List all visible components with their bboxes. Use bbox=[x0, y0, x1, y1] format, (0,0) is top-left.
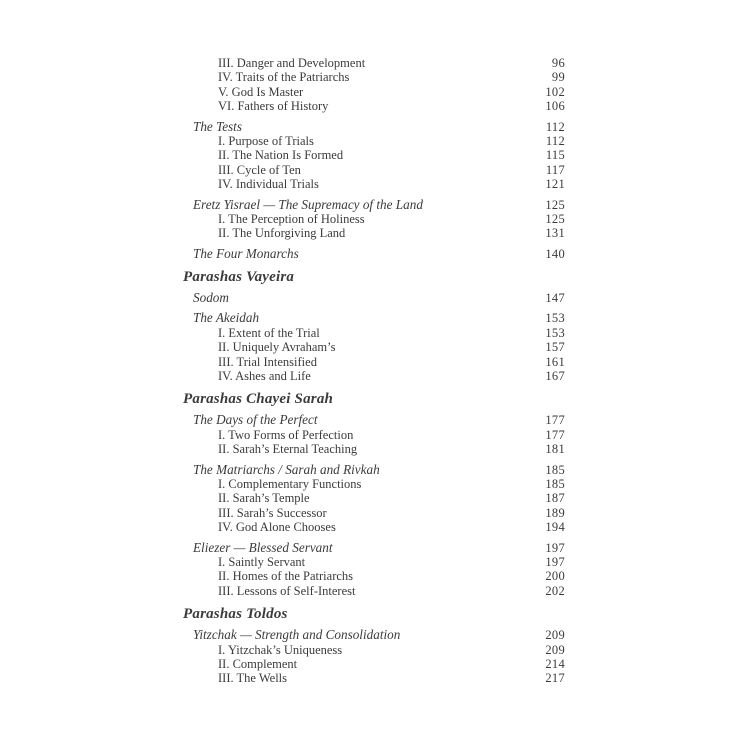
entry-label: IV. God Alone Chooses bbox=[218, 520, 336, 535]
toc-entry-subitem bbox=[183, 355, 565, 369]
toc-entry-subitem bbox=[183, 326, 565, 340]
entry-page-number: 185 bbox=[545, 462, 565, 477]
toc-entry-subitem bbox=[183, 569, 565, 583]
toc-entry-section bbox=[183, 198, 565, 212]
entry-label: Parashas Chayei Sarah bbox=[183, 391, 334, 408]
entry-label: IV. Individual Trials bbox=[218, 177, 319, 192]
toc-entry-section bbox=[183, 311, 565, 325]
entry-label: III. Lessons of Self-Interest bbox=[218, 583, 356, 598]
entry-label: Parashas Toldos bbox=[183, 606, 288, 623]
toc-entry-subitem bbox=[183, 584, 565, 598]
entry-label: The Four Monarchs bbox=[193, 245, 299, 261]
toc-entry-chapter bbox=[183, 391, 565, 407]
toc-entry-section bbox=[183, 120, 565, 134]
toc-entry-subitem bbox=[183, 657, 565, 671]
entry-label: The Days of the Perfect bbox=[193, 412, 318, 428]
entry-page-number: 117 bbox=[545, 162, 565, 177]
entry-page-number: 197 bbox=[545, 554, 565, 569]
toc-entry-subitem bbox=[183, 506, 565, 520]
entry-page-number: 187 bbox=[545, 491, 565, 506]
entry-label: I. Extent of the Trial bbox=[218, 325, 320, 340]
toc-entry-subitem bbox=[183, 369, 565, 383]
entry-page-number: 161 bbox=[545, 354, 565, 369]
toc-entry-subitem bbox=[183, 491, 565, 505]
entry-label: IV. Traits of the Patriarchs bbox=[218, 70, 350, 85]
toc-list bbox=[183, 56, 565, 686]
entry-page-number: 112 bbox=[545, 133, 565, 148]
entry-label: Yitzchak — Strength and Consolidation bbox=[193, 627, 401, 643]
toc-entry-section bbox=[183, 463, 565, 477]
toc-entry-subitem bbox=[183, 643, 565, 657]
entry-page-number: 131 bbox=[545, 226, 565, 241]
entry-label: III. Cycle of Ten bbox=[218, 162, 301, 177]
entry-label: VI. Fathers of History bbox=[218, 99, 329, 114]
entry-page-number: 153 bbox=[545, 311, 565, 326]
entry-label: I. Yitzchak’s Uniqueness bbox=[218, 642, 343, 657]
entry-label: I. Complementary Functions bbox=[218, 476, 362, 491]
toc-entry-subitem bbox=[183, 226, 565, 240]
entry-page-number: 209 bbox=[545, 628, 565, 643]
toc-entry-section bbox=[183, 291, 565, 305]
toc-entry-section bbox=[183, 413, 565, 427]
entry-label: Sodom bbox=[193, 290, 229, 306]
entry-label: III. Sarah’s Successor bbox=[218, 505, 327, 520]
entry-page-number: 194 bbox=[545, 520, 565, 535]
entry-page-number: 96 bbox=[551, 56, 565, 70]
entry-page-number: 167 bbox=[545, 369, 565, 384]
entry-page-number: 157 bbox=[545, 340, 565, 355]
entry-page-number: 99 bbox=[551, 70, 565, 85]
entry-page-number: 147 bbox=[545, 291, 565, 306]
entry-page-number: 140 bbox=[545, 246, 565, 261]
toc-entry-section bbox=[183, 541, 565, 555]
entry-page-number: 125 bbox=[545, 197, 565, 212]
entry-page-number: 112 bbox=[545, 119, 565, 134]
toc-entry-section bbox=[183, 247, 565, 261]
toc-entry-subitem bbox=[183, 442, 565, 456]
toc-entry-subitem bbox=[183, 148, 565, 162]
entry-label: II. Complement bbox=[218, 656, 298, 671]
entry-page-number: 181 bbox=[545, 442, 565, 457]
entry-page-number: 106 bbox=[545, 99, 565, 114]
entry-label: II. Homes of the Patriarchs bbox=[218, 569, 354, 584]
entry-page-number: 121 bbox=[545, 177, 565, 192]
entry-page-number: 185 bbox=[545, 476, 565, 491]
entry-page-number: 189 bbox=[545, 505, 565, 520]
entry-label: I. The Perception of Holiness bbox=[218, 211, 365, 226]
entry-label: III. Danger and Development bbox=[218, 56, 366, 70]
toc-entry-section bbox=[183, 628, 565, 642]
entry-page-number: 153 bbox=[545, 325, 565, 340]
entry-label: Parashas Vayeira bbox=[183, 269, 295, 286]
toc-entry-subitem bbox=[183, 340, 565, 354]
entry-page-number: 209 bbox=[545, 642, 565, 657]
entry-page-number: 202 bbox=[545, 583, 565, 598]
entry-label: II. Sarah’s Temple bbox=[218, 491, 310, 506]
entry-page-number: 177 bbox=[545, 413, 565, 428]
entry-page-number: 214 bbox=[545, 656, 565, 671]
entry-label: II. The Nation Is Formed bbox=[218, 148, 344, 163]
entry-label: The Tests bbox=[193, 118, 242, 134]
toc-entry-subitem bbox=[183, 56, 565, 70]
toc-entry-chapter bbox=[183, 606, 565, 622]
toc-entry-subitem bbox=[183, 555, 565, 569]
entry-label: The Matriarchs / Sarah and Rivkah bbox=[193, 461, 380, 477]
entry-label: I. Saintly Servant bbox=[218, 554, 306, 569]
entry-page-number: 200 bbox=[545, 569, 565, 584]
entry-page-number: 217 bbox=[545, 671, 565, 686]
entry-page-number: 177 bbox=[545, 427, 565, 442]
entry-page-number: 115 bbox=[545, 148, 565, 163]
toc-entry-chapter bbox=[183, 269, 565, 285]
entry-label: II. Uniquely Avraham’s bbox=[218, 340, 336, 355]
toc-entry-subitem bbox=[183, 477, 565, 491]
entry-label: V. God Is Master bbox=[218, 84, 304, 99]
entry-label: I. Two Forms of Perfection bbox=[218, 427, 354, 442]
toc-entry-subitem bbox=[183, 99, 565, 113]
entry-label: II. Sarah’s Eternal Teaching bbox=[218, 442, 358, 457]
entry-label: IV. Ashes and Life bbox=[218, 369, 311, 384]
entry-label: II. The Unforgiving Land bbox=[218, 226, 346, 241]
entry-page-number: 197 bbox=[545, 540, 565, 555]
entry-label: III. The Wells bbox=[218, 671, 288, 686]
toc-entry-subitem bbox=[183, 428, 565, 442]
entry-label: Eretz Yisrael — The Supremacy of the Land bbox=[193, 196, 423, 212]
toc-entry-subitem bbox=[183, 85, 565, 99]
toc-entry-subitem bbox=[183, 520, 565, 534]
toc-entry-subitem bbox=[183, 212, 565, 226]
entry-label: I. Purpose of Trials bbox=[218, 133, 314, 148]
entry-label: III. Trial Intensified bbox=[218, 354, 317, 369]
entry-page-number: 125 bbox=[545, 211, 565, 226]
entry-label: Eliezer — Blessed Servant bbox=[193, 539, 333, 555]
entry-label: The Akeidah bbox=[193, 310, 260, 326]
entry-page-number: 102 bbox=[545, 84, 565, 99]
toc-entry-subitem bbox=[183, 134, 565, 148]
toc-entry-subitem bbox=[183, 177, 565, 191]
toc-entry-subitem bbox=[183, 163, 565, 177]
toc-entry-subitem bbox=[183, 70, 565, 84]
toc-entry-subitem bbox=[183, 671, 565, 685]
